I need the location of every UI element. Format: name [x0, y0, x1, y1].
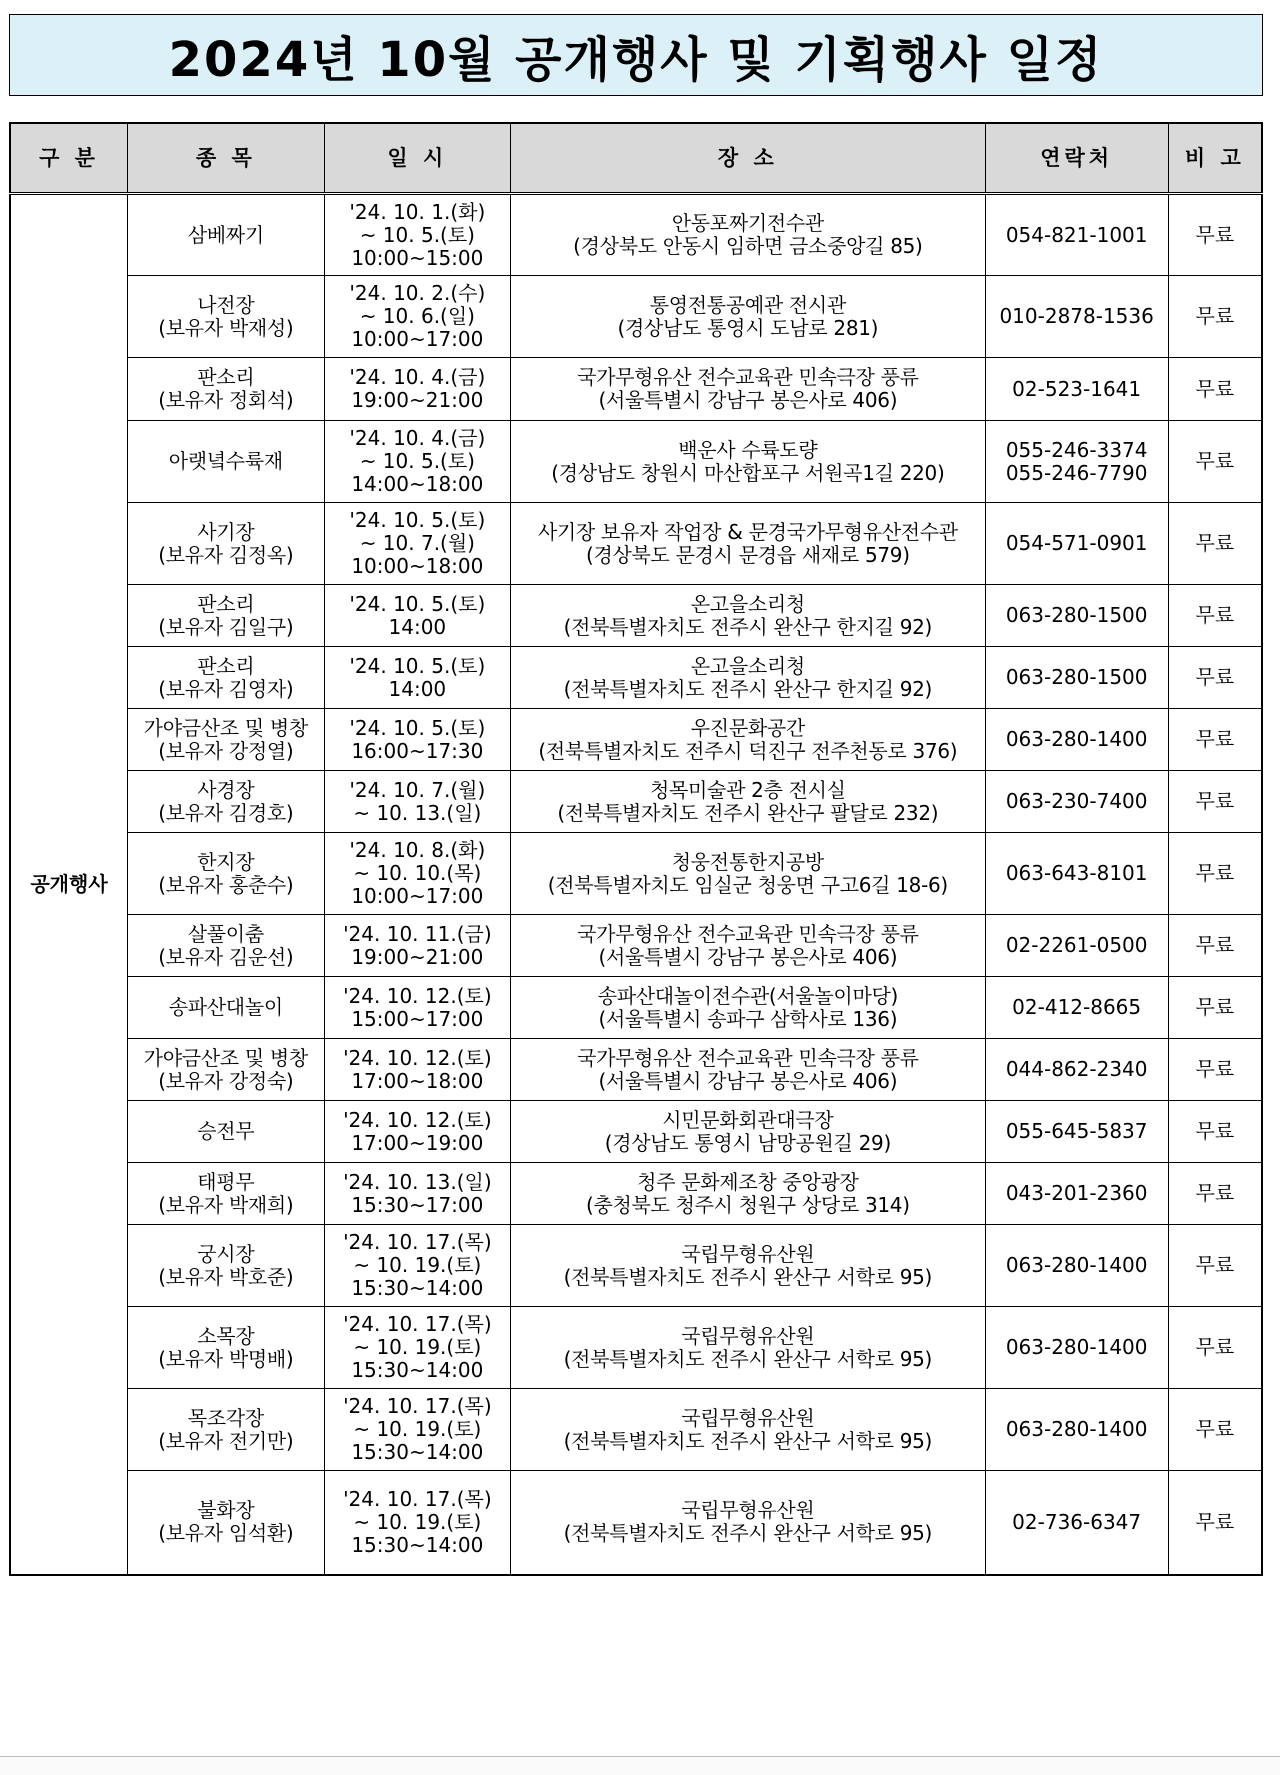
venue-line: 국가무형유산 전수교육관 민속극장 풍류 — [577, 1045, 919, 1070]
event-cell — [128, 1101, 325, 1163]
venue-cell — [511, 1039, 986, 1101]
note-cell: 무료 — [1168, 421, 1262, 503]
contact-line: 055-645-5837 — [1005, 1119, 1148, 1143]
date-line: ~ 10. 10.(목) — [353, 861, 482, 885]
note-cell: 무료 — [1168, 1225, 1262, 1307]
date-cell — [324, 585, 510, 647]
event-cell — [128, 1163, 325, 1225]
date-cell — [324, 1471, 510, 1575]
table-row — [10, 1039, 1262, 1101]
event-line: 태평무 — [197, 1169, 255, 1194]
event-line: 나전장 — [197, 292, 255, 317]
event-line: 사기장 — [197, 519, 255, 544]
contact-cell — [985, 358, 1168, 421]
note-cell: 무료 — [1168, 194, 1262, 276]
event-cell — [128, 915, 325, 977]
event-cell — [128, 194, 325, 276]
venue-cell — [511, 276, 986, 358]
date-line: '24. 10. 5.(토) — [349, 653, 486, 678]
event-cell — [128, 1225, 325, 1307]
contact-line: 063-280-1400 — [1005, 1253, 1148, 1277]
event-line: 불화장 — [197, 1498, 255, 1523]
venue-line: (전북특별자치도 전주시 완산구 서학로 95) — [563, 1346, 933, 1371]
date-line: '24. 10. 17.(목) — [343, 1394, 492, 1418]
venue-line: 온고을소리청 — [690, 591, 805, 616]
contact-line: 063-280-1400 — [1005, 727, 1148, 751]
event-line: (보유자 박호준) — [158, 1264, 294, 1289]
contact-line: 02-2261-0500 — [1005, 933, 1148, 957]
contact-cell — [985, 771, 1168, 833]
date-cell — [324, 1389, 510, 1471]
date-cell — [324, 276, 510, 358]
contact-line: 063-280-1500 — [1005, 665, 1148, 689]
contact-line: 043-201-2360 — [1005, 1181, 1148, 1205]
venue-line: 국립무형유산원 — [681, 1323, 815, 1348]
venue-cell — [511, 915, 986, 977]
date-cell — [324, 1225, 510, 1307]
contact-line: 054-821-1001 — [1005, 222, 1148, 247]
contact-cell — [985, 1225, 1168, 1307]
date-line: '24. 10. 17.(목) — [343, 1230, 492, 1254]
date-line: '24. 10. 17.(목) — [343, 1486, 492, 1511]
event-line: (보유자 임석환) — [158, 1521, 294, 1546]
note-cell: 무료 — [1168, 1389, 1262, 1471]
table-row — [10, 1389, 1262, 1471]
date-cell — [324, 1039, 510, 1101]
date-line: 15:30~14:00 — [351, 1358, 484, 1382]
event-cell — [128, 709, 325, 771]
venue-cell — [511, 585, 986, 647]
venue-line: (서울특별시 송파구 삼학사로 136) — [598, 1006, 898, 1031]
date-line: 10:00~17:00 — [351, 884, 484, 908]
contact-cell — [985, 709, 1168, 771]
note-cell: 무료 — [1168, 647, 1262, 709]
contact-line: 055-246-3374 — [1005, 437, 1148, 462]
event-cell — [128, 1039, 325, 1101]
venue-cell — [511, 1101, 986, 1163]
venue-line: 온고을소리청 — [690, 653, 805, 678]
venue-line: 안동포짜기전수관 — [671, 211, 824, 235]
date-line: ~ 10. 5.(토) — [359, 222, 475, 247]
venue-line: (서울특별시 강남구 봉은사로 406) — [598, 388, 898, 412]
event-line: 삼베짜기 — [187, 222, 264, 247]
venue-line: 사기장 보유자 작업장 & 문경국가무형유산전수관 — [537, 519, 958, 544]
date-line: 15:30~14:00 — [351, 1276, 484, 1300]
table-row — [10, 833, 1262, 915]
date-line: 10:00~17:00 — [351, 327, 484, 351]
venue-cell — [511, 771, 986, 833]
table-row — [10, 1225, 1262, 1307]
table-row — [10, 421, 1262, 503]
note-cell: 무료 — [1168, 833, 1262, 915]
venue-cell — [511, 1307, 986, 1389]
date-line: 15:00~17:00 — [351, 1006, 484, 1031]
date-line: '24. 10. 1.(화) — [349, 199, 486, 224]
note-cell: 무료 — [1168, 585, 1262, 647]
date-line: '24. 10. 7.(월) — [349, 777, 486, 802]
date-line: '24. 10. 12.(토) — [343, 1107, 492, 1132]
venue-line: 송파산대놀이전수관(서울놀이마당) — [597, 983, 898, 1008]
header-row — [10, 123, 1262, 194]
date-line: 10:00~15:00 — [351, 245, 484, 270]
event-line: (보유자 강정숙) — [158, 1068, 294, 1093]
venue-cell — [511, 1471, 986, 1575]
venue-line: (전북특별자치도 임실군 청웅면 구고6길 18-6) — [547, 872, 948, 897]
contact-cell — [985, 647, 1168, 709]
contact-line: 054-571-0901 — [1005, 531, 1148, 555]
contact-line: 02-523-1641 — [1012, 376, 1142, 401]
contact-line: 010-2878-1536 — [999, 304, 1154, 328]
date-line: '24. 10. 13.(일) — [343, 1169, 492, 1194]
event-line: 가야금산조 및 병창 — [143, 715, 308, 740]
contact-line: 063-643-8101 — [1005, 861, 1148, 885]
note-cell: 무료 — [1168, 915, 1262, 977]
date-line: '24. 10. 4.(금) — [349, 426, 486, 450]
table-row — [10, 585, 1262, 647]
contact-cell — [985, 1039, 1168, 1101]
event-cell — [128, 358, 325, 421]
note-cell: 무료 — [1168, 771, 1262, 833]
category-cell: 공개행사 — [10, 194, 128, 1575]
date-cell — [324, 503, 510, 585]
event-line: 가야금산조 및 병창 — [143, 1045, 308, 1070]
event-cell — [128, 771, 325, 833]
date-cell — [324, 647, 510, 709]
schedule-body — [10, 194, 1262, 1575]
event-line: (보유자 전기만) — [158, 1428, 294, 1453]
contact-line: 044-862-2340 — [1005, 1057, 1148, 1081]
note-cell: 무료 — [1168, 1101, 1262, 1163]
venue-cell — [511, 194, 986, 276]
venue-line: 청주 문화제조창 중앙광장 — [637, 1169, 859, 1194]
venue-cell — [511, 647, 986, 709]
date-line: ~ 10. 19.(토) — [353, 1335, 482, 1359]
date-line: '24. 10. 11.(금) — [343, 921, 492, 946]
venue-cell — [511, 421, 986, 503]
venue-line: 국립무형유산원 — [681, 1498, 815, 1523]
note-cell: 무료 — [1168, 276, 1262, 358]
date-cell — [324, 1163, 510, 1225]
contact-line: 063-280-1400 — [1005, 1417, 1148, 1441]
contact-line: 02-736-6347 — [1012, 1509, 1142, 1534]
date-cell — [324, 771, 510, 833]
event-line: (보유자 김정옥) — [158, 542, 294, 567]
venue-line: 청웅전통한지공방 — [671, 849, 824, 874]
date-line: 19:00~21:00 — [351, 944, 484, 969]
contact-cell — [985, 276, 1168, 358]
event-cell — [128, 1307, 325, 1389]
venue-cell — [511, 1163, 986, 1225]
contact-cell — [985, 833, 1168, 915]
table-row — [10, 1471, 1262, 1575]
venue-line: (경상남도 창원시 마산합포구 서원곡1길 220) — [551, 460, 945, 485]
date-line: ~ 10. 19.(토) — [353, 1417, 482, 1441]
venue-cell — [511, 358, 986, 421]
date-line: '24. 10. 12.(토) — [343, 983, 492, 1008]
note-cell: 무료 — [1168, 709, 1262, 771]
venue-line: (전북특별자치도 전주시 완산구 서학로 95) — [563, 1428, 933, 1453]
venue-cell — [511, 709, 986, 771]
header-category: 구 분 — [10, 123, 128, 194]
date-cell — [324, 194, 510, 276]
venue-cell — [511, 833, 986, 915]
date-line: ~ 10. 6.(일) — [359, 304, 475, 328]
date-line: 17:00~18:00 — [351, 1068, 484, 1093]
venue-line: (서울특별시 강남구 봉은사로 406) — [598, 1068, 898, 1093]
contact-cell — [985, 915, 1168, 977]
note-cell: 무료 — [1168, 1307, 1262, 1389]
table-row — [10, 194, 1262, 276]
table-row — [10, 358, 1262, 421]
event-line: 목조각장 — [187, 1405, 264, 1430]
venue-line: 통영전통공예관 전시관 — [649, 292, 846, 317]
date-line: 14:00 — [388, 614, 447, 639]
note-cell: 무료 — [1168, 977, 1262, 1039]
event-line: 판소리 — [197, 653, 255, 678]
venue-line: 우진문화공간 — [690, 715, 805, 740]
table-row — [10, 1101, 1262, 1163]
contact-line: 02-412-8665 — [1012, 995, 1142, 1019]
date-line: 15:30~14:00 — [351, 1532, 484, 1557]
event-line: 승전무 — [197, 1119, 255, 1143]
date-line: '24. 10. 2.(수) — [349, 281, 486, 305]
event-cell — [128, 1471, 325, 1575]
table-row — [10, 276, 1262, 358]
venue-line: 국립무형유산원 — [681, 1405, 815, 1430]
table-row — [10, 915, 1262, 977]
event-line: 사경장 — [197, 777, 255, 802]
event-cell — [128, 647, 325, 709]
event-cell — [128, 276, 325, 358]
venue-line: (전북특별자치도 전주시 완산구 팔달로 232) — [557, 800, 939, 825]
table-row — [10, 503, 1262, 585]
header-date: 일 시 — [324, 123, 510, 194]
contact-line: 063-280-1400 — [1005, 1335, 1148, 1359]
venue-line: 백운사 수륙도량 — [678, 437, 818, 462]
header-note: 비 고 — [1168, 123, 1262, 194]
contact-cell — [985, 977, 1168, 1039]
venue-line: 국가무형유산 전수교육관 민속극장 풍류 — [577, 365, 919, 389]
event-line: (보유자 김운선) — [158, 944, 294, 969]
event-cell — [128, 833, 325, 915]
table-row — [10, 1307, 1262, 1389]
date-line: 16:00~17:30 — [351, 738, 484, 763]
venue-cell — [511, 503, 986, 585]
contact-cell — [985, 1471, 1168, 1575]
venue-cell — [511, 1389, 986, 1471]
date-line: 15:30~17:00 — [351, 1192, 484, 1217]
date-line: 10:00~18:00 — [351, 554, 484, 578]
contact-cell — [985, 194, 1168, 276]
venue-line: (전북특별자치도 전주시 완산구 서학로 95) — [563, 1264, 933, 1289]
event-line: 소목장 — [197, 1323, 255, 1348]
venue-line: (전북특별자치도 전주시 덕진구 전주천동로 376) — [538, 738, 958, 763]
event-line: 살풀이춤 — [187, 921, 264, 946]
event-line: (보유자 김경호) — [158, 800, 294, 825]
event-line: (보유자 홍춘수) — [158, 872, 294, 897]
date-line: ~ 10. 13.(일) — [353, 800, 482, 825]
event-line: 판소리 — [197, 365, 255, 389]
contact-cell — [985, 1389, 1168, 1471]
date-cell — [324, 709, 510, 771]
event-line: (보유자 김영자) — [158, 676, 294, 701]
event-line: (보유자 김일구) — [158, 614, 294, 639]
venue-line: (충청북도 청주시 청원구 상당로 314) — [585, 1192, 910, 1217]
page-bottom-edge — [0, 1756, 1280, 1775]
venue-line: (경상북도 안동시 임하면 금소중앙길 85) — [573, 234, 923, 258]
note-cell: 무료 — [1168, 503, 1262, 585]
contact-cell — [985, 1307, 1168, 1389]
note-cell: 무료 — [1168, 1471, 1262, 1575]
date-line: '24. 10. 5.(토) — [349, 508, 486, 532]
date-line: ~ 10. 7.(월) — [359, 531, 475, 555]
event-cell — [128, 1389, 325, 1471]
date-line: '24. 10. 17.(목) — [343, 1312, 492, 1336]
event-cell — [128, 421, 325, 503]
venue-line: 청목미술관 2층 전시실 — [649, 777, 846, 802]
event-cell — [128, 977, 325, 1039]
date-cell — [324, 358, 510, 421]
date-line: '24. 10. 4.(금) — [349, 365, 486, 389]
date-line: '24. 10. 8.(화) — [349, 838, 486, 862]
table-row — [10, 1163, 1262, 1225]
date-cell — [324, 421, 510, 503]
header-event: 종 목 — [128, 123, 325, 194]
date-line: ~ 10. 19.(토) — [353, 1509, 482, 1534]
date-line: 14:00 — [388, 676, 447, 701]
venue-line: (서울특별시 강남구 봉은사로 406) — [598, 944, 898, 969]
date-cell — [324, 833, 510, 915]
event-cell — [128, 585, 325, 647]
venue-line: 국가무형유산 전수교육관 민속극장 풍류 — [577, 921, 919, 946]
header-venue: 장 소 — [511, 123, 986, 194]
date-cell — [324, 915, 510, 977]
date-line: ~ 10. 19.(토) — [353, 1253, 482, 1277]
venue-line: (전북특별자치도 전주시 완산구 한지길 92) — [563, 676, 933, 701]
table-row — [10, 977, 1262, 1039]
table-row — [10, 709, 1262, 771]
venue-cell — [511, 977, 986, 1039]
venue-cell — [511, 1225, 986, 1307]
note-cell: 무료 — [1168, 358, 1262, 421]
event-cell — [128, 503, 325, 585]
date-line: '24. 10. 5.(토) — [349, 715, 486, 740]
date-line: '24. 10. 5.(토) — [349, 591, 486, 616]
contact-cell — [985, 421, 1168, 503]
event-line: (보유자 박재성) — [158, 315, 294, 340]
contact-cell — [985, 503, 1168, 585]
venue-line: 시민문화회관대극장 — [662, 1107, 834, 1132]
event-line: 판소리 — [197, 591, 255, 616]
event-line: 송파산대놀이 — [168, 995, 283, 1019]
date-line: 14:00~18:00 — [351, 472, 484, 496]
date-line: ~ 10. 5.(토) — [359, 449, 475, 473]
title-banner — [9, 14, 1263, 96]
note-cell: 무료 — [1168, 1039, 1262, 1101]
date-cell — [324, 1101, 510, 1163]
event-line: (보유자 박명배) — [158, 1346, 294, 1371]
date-line: 19:00~21:00 — [351, 388, 484, 412]
event-line: (보유자 강정열) — [158, 738, 294, 763]
contact-line: 063-280-1500 — [1005, 603, 1148, 627]
schedule-table — [9, 122, 1263, 1576]
date-cell — [324, 1307, 510, 1389]
date-line: 17:00~19:00 — [351, 1130, 484, 1155]
table-row — [10, 771, 1262, 833]
date-line: '24. 10. 12.(토) — [343, 1045, 492, 1070]
venue-line: 국립무형유산원 — [681, 1241, 815, 1266]
note-cell: 무료 — [1168, 1163, 1262, 1225]
event-line: (보유자 정회석) — [158, 388, 294, 412]
contact-line: 063-230-7400 — [1005, 789, 1148, 813]
venue-line: (경상남도 통영시 도남로 281) — [617, 315, 879, 340]
event-line: (보유자 박재희) — [158, 1192, 294, 1217]
venue-line: (경상북도 문경시 문경읍 새재로 579) — [585, 542, 910, 567]
venue-line: (전북특별자치도 전주시 완산구 한지길 92) — [563, 614, 933, 639]
event-line: 궁시장 — [197, 1241, 255, 1266]
page-title: 2024년 10월 공개행사 및 기획행사 일정 — [168, 31, 1104, 88]
contact-line: 055-246-7790 — [1005, 460, 1148, 485]
header-contact: 연락처 — [985, 123, 1168, 194]
venue-line: (경상남도 통영시 남망공원길 29) — [604, 1130, 891, 1155]
event-line: 한지장 — [197, 849, 255, 874]
contact-cell — [985, 585, 1168, 647]
date-cell — [324, 977, 510, 1039]
contact-cell — [985, 1163, 1168, 1225]
contact-cell — [985, 1101, 1168, 1163]
table-row — [10, 647, 1262, 709]
venue-line: (전북특별자치도 전주시 완산구 서학로 95) — [563, 1521, 933, 1546]
date-line: 15:30~14:00 — [351, 1440, 484, 1464]
event-line: 아랫녘수륙재 — [168, 449, 283, 473]
